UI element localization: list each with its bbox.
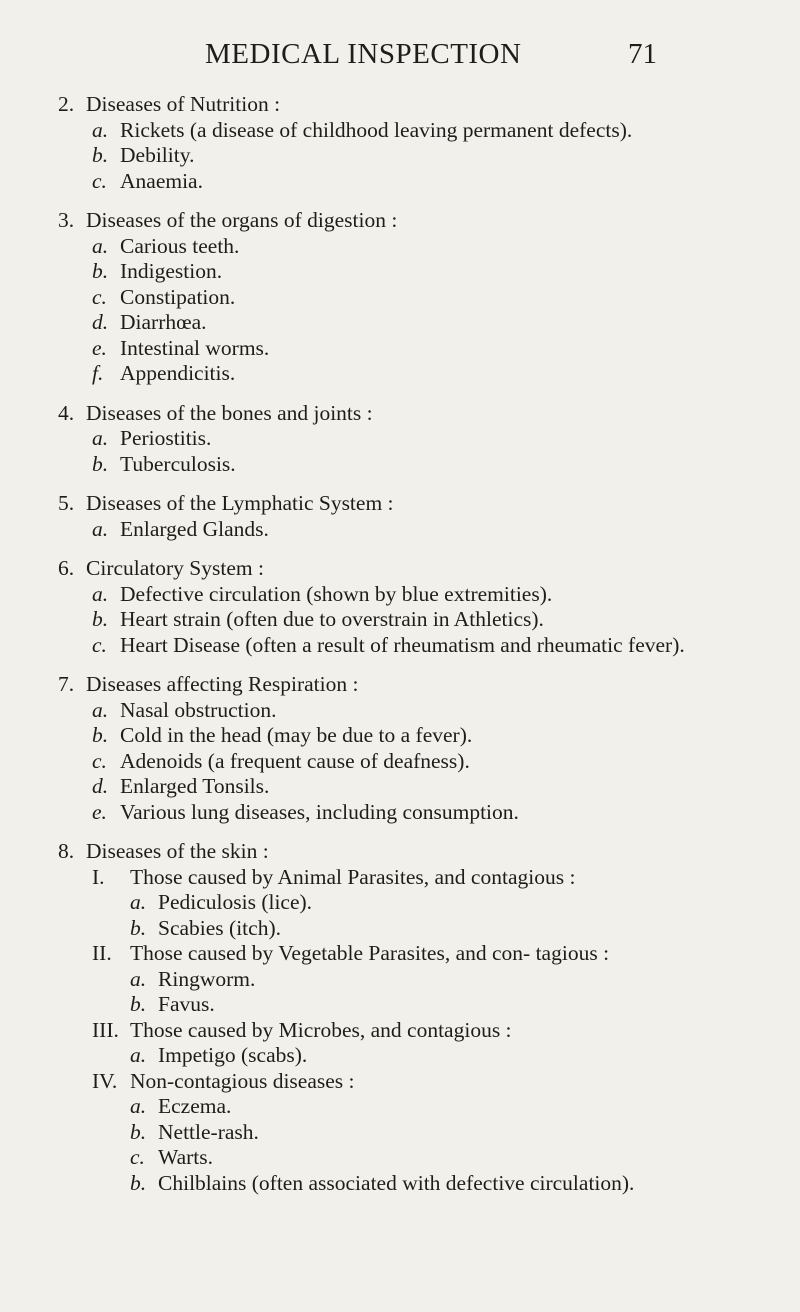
list-item: [86, 774, 758, 800]
skin-group: [86, 1069, 758, 1095]
section-title: Circulatory System :: [86, 556, 264, 580]
section-title: Diseases of the Lymphatic System :: [86, 491, 394, 515]
section-circulatory: [58, 556, 758, 658]
item-text: Pediculosis (lice).: [158, 890, 313, 914]
list-item: [86, 607, 758, 633]
section-respiration: [58, 672, 758, 825]
page-body: [58, 92, 758, 1210]
list-item: [124, 1120, 758, 1146]
section-number: 8.: [58, 839, 75, 863]
section-digestion: [58, 208, 758, 387]
item-text: Chilblains (often associated with defective circulation).: [158, 1170, 635, 1195]
item-label: b.: [130, 1119, 147, 1144]
item-text: Various lung diseases, including consumption.: [120, 799, 519, 824]
page-header: [0, 38, 800, 78]
skin-group: [86, 941, 758, 967]
item-text: Cold in the head (may be due to a fever).: [120, 723, 473, 747]
item-text: Tuberculosis.: [120, 451, 236, 476]
item-label: a.: [130, 890, 147, 914]
list-item: [124, 1145, 758, 1171]
section-number: 4.: [58, 400, 75, 425]
list-item: [86, 336, 758, 362]
item-text: Appendicitis.: [120, 361, 236, 385]
group-numeral: II.: [92, 941, 112, 965]
item-label: b.: [92, 607, 109, 631]
list-item: [86, 633, 758, 659]
item-label: b.: [92, 451, 109, 476]
section-number: 6.: [58, 556, 75, 580]
item-text: Eczema.: [158, 1094, 232, 1118]
section-title: Diseases affecting Respiration :: [86, 672, 359, 696]
item-label: a.: [130, 966, 147, 991]
section-number: 3.: [58, 208, 75, 232]
section-nutrition: [58, 92, 758, 194]
list-item: [86, 310, 758, 336]
item-text: Scabies (itch).: [158, 915, 281, 940]
item-label: a.: [92, 117, 109, 142]
item-text: Anaemia.: [120, 168, 203, 193]
section-lymphatic: [58, 491, 758, 542]
group-numeral: III.: [92, 1017, 119, 1042]
section-number: 2.: [58, 92, 75, 116]
section-title: Diseases of the skin :: [86, 839, 269, 863]
item-text: Nettle-rash.: [158, 1119, 259, 1144]
section-skin: [58, 839, 758, 1196]
item-text: Indigestion.: [120, 259, 223, 283]
list-item: [86, 285, 758, 311]
item-label: b.: [130, 992, 147, 1016]
section-number: 7.: [58, 672, 75, 696]
item-label: c.: [92, 168, 107, 193]
item-label: d.: [92, 774, 109, 798]
list-item: [86, 582, 758, 608]
group-numeral: I.: [92, 864, 105, 889]
list-item: [124, 967, 758, 993]
item-label: c.: [92, 284, 107, 309]
item-label: c.: [92, 632, 107, 657]
section-title: Diseases of the bones and joints :: [86, 400, 373, 425]
item-label: a.: [92, 581, 109, 606]
section-title: Diseases of Nutrition :: [86, 92, 281, 116]
list-item: [86, 517, 758, 543]
item-text: Favus.: [158, 992, 215, 1016]
item-label: a.: [130, 1043, 147, 1067]
list-item: [86, 361, 758, 387]
list-item: [124, 1171, 758, 1197]
item-text: Impetigo (scabs).: [158, 1043, 308, 1067]
item-text: Debility.: [120, 143, 195, 167]
list-item: [86, 143, 758, 169]
item-label: e.: [92, 799, 107, 824]
item-label: b.: [130, 915, 147, 940]
section-title: Diseases of the organs of digestion :: [86, 208, 398, 232]
item-label: b.: [92, 723, 109, 747]
item-label: b.: [130, 1170, 147, 1195]
list-item: [124, 992, 758, 1018]
skin-group: [86, 865, 758, 891]
item-label: a.: [92, 516, 109, 541]
item-label: c.: [92, 748, 107, 773]
item-text: Nasal obstruction.: [120, 697, 277, 722]
item-text: Heart Disease (often a result of rheumatism and rheumatic fever).: [120, 632, 685, 657]
list-item: [86, 234, 758, 260]
item-text: Periostitis.: [120, 426, 212, 450]
list-item: [86, 118, 758, 144]
item-text: Carious teeth.: [120, 233, 240, 258]
item-text: Rickets (a disease of childhood leaving permanent defects).: [120, 117, 633, 142]
group-numeral: IV.: [92, 1068, 118, 1093]
section-bones-joints: [58, 401, 758, 478]
list-item: [124, 1043, 758, 1069]
list-item: [86, 698, 758, 724]
item-text: Adenoids (a frequent cause of deafness).: [120, 748, 470, 773]
list-item: [86, 723, 758, 749]
item-label: a.: [130, 1094, 147, 1118]
page-number: 71: [628, 38, 657, 70]
item-text: Warts.: [158, 1145, 213, 1169]
item-label: f.: [92, 361, 104, 385]
item-text: Ringworm.: [158, 966, 256, 991]
skin-group: [86, 1018, 758, 1044]
list-item: [86, 452, 758, 478]
item-text: Heart strain (often due to overstrain in Athletics).: [120, 607, 544, 631]
list-item: [86, 800, 758, 826]
list-item: [124, 916, 758, 942]
group-title: Those caused by Animal Parasites, and contagious :: [130, 864, 576, 889]
group-title: Non-contagious diseases :: [130, 1068, 355, 1093]
item-label: d.: [92, 310, 109, 334]
item-text: Enlarged Glands.: [120, 516, 269, 541]
item-label: c.: [130, 1145, 145, 1169]
list-item: [86, 426, 758, 452]
section-number: 5.: [58, 491, 75, 515]
item-text: Defective circulation (shown by blue extremities).: [120, 581, 553, 606]
page-title: MEDICAL INSPECTION: [205, 38, 522, 70]
item-text: Diarrhœa.: [120, 310, 207, 334]
item-label: e.: [92, 335, 107, 360]
list-item: [124, 890, 758, 916]
item-label: b.: [92, 143, 109, 167]
item-label: a.: [92, 426, 109, 450]
item-label: a.: [92, 697, 109, 722]
item-label: b.: [92, 259, 109, 283]
item-label: a.: [92, 233, 109, 258]
item-text: Intestinal worms.: [120, 335, 270, 360]
item-text: Constipation.: [120, 284, 236, 309]
list-item: [86, 169, 758, 195]
list-item: [86, 749, 758, 775]
group-title: Those caused by Vegetable Parasites, and con- tagious :: [130, 941, 610, 965]
item-text: Enlarged Tonsils.: [120, 774, 270, 798]
list-item: [124, 1094, 758, 1120]
group-title: Those caused by Microbes, and contagious :: [130, 1017, 512, 1042]
list-item: [86, 259, 758, 285]
